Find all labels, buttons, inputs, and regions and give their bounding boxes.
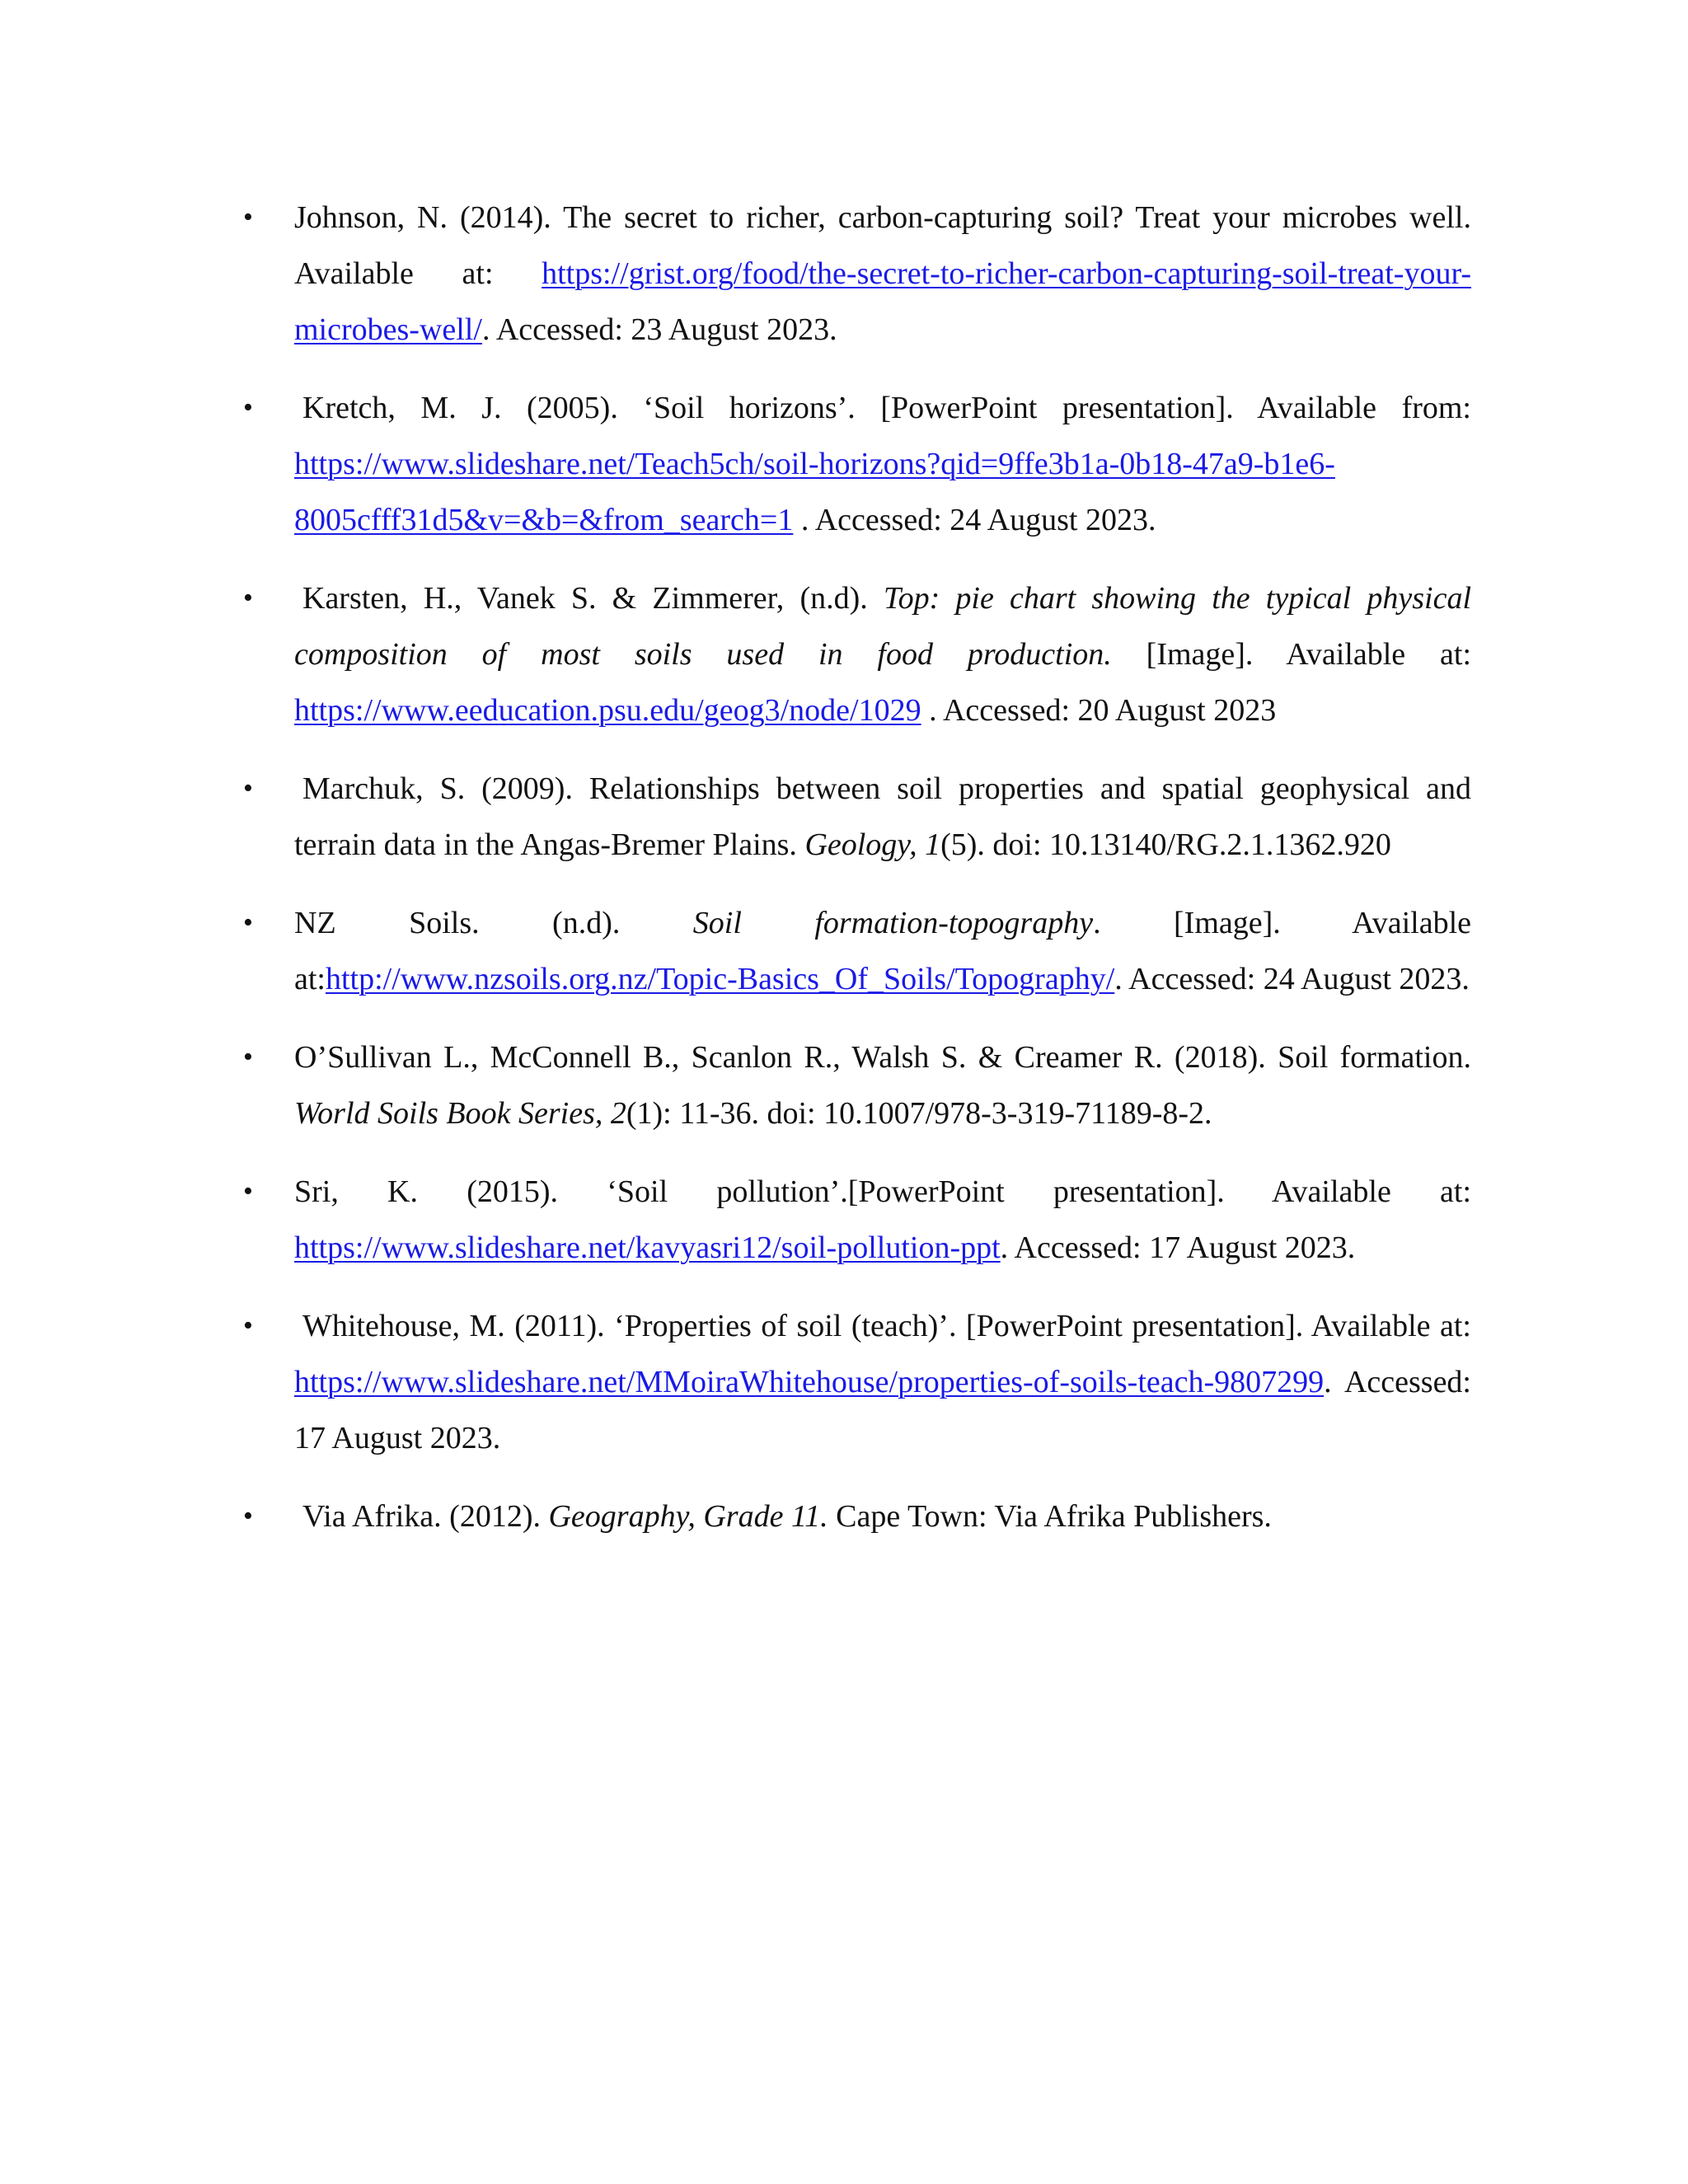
reference-text: Marchuk, S. (2009). Relationships between soil properties and spatial geophysical and terrain data in the Angas-Bremer Plains. xyxy=(294,771,1471,862)
reference-text: NZ Soils. (n.d). xyxy=(294,906,693,940)
reference-item-whitehouse xyxy=(243,1298,1471,1466)
bullet-icon: • xyxy=(243,1501,253,1531)
reference-text: Whitehouse, M. (2011). ‘Properties of soil (teach)’. [PowerPoint presentation]. Available at: xyxy=(302,1309,1471,1343)
bullet-icon: • xyxy=(243,1310,253,1341)
reference-link[interactable]: https://www.eeducation.psu.edu/geog3/node/1029 xyxy=(294,693,921,728)
reference-item-karsten xyxy=(243,570,1471,738)
bullet-icon: • xyxy=(243,1042,253,1072)
bullet-icon: • xyxy=(243,202,253,232)
reference-title-italic: Geology, 1 xyxy=(804,827,941,862)
reference-text: Via Afrika. (2012). xyxy=(302,1499,549,1534)
reference-item-via-afrika xyxy=(243,1488,1471,1544)
bullet-icon: • xyxy=(243,392,253,423)
reference-text: (1): 11-36. doi: 10.1007/978-3-319-71189-8-2. xyxy=(626,1096,1212,1131)
reference-item-sri xyxy=(243,1164,1471,1276)
reference-list xyxy=(243,190,1471,1567)
bullet-icon: • xyxy=(243,907,253,938)
reference-text: (5). doi: 10.13140/RG.2.1.1362.920 xyxy=(940,827,1391,862)
reference-link[interactable]: https://www.slideshare.net/Teach5ch/soil-horizons?qid=9ffe3b1a-0b18-47a9-b1e6-8005cfff31d5&v=&b=&from_search=1 xyxy=(294,447,1335,537)
reference-text: . Accessed: 24 August 2023. xyxy=(1114,962,1470,996)
reference-title-italic: Top: pie chart showing the typical physical composition of most soils used in food production. xyxy=(294,581,1471,672)
reference-text: . Accessed: 24 August 2023. xyxy=(793,503,1156,537)
reference-item-kretch xyxy=(243,380,1471,548)
reference-text: . Accessed: 17 August 2023. xyxy=(294,1365,1471,1455)
reference-text: . Accessed: 23 August 2023. xyxy=(481,312,837,347)
reference-link[interactable]: https://www.slideshare.net/kavyasri12/soil-pollution-ppt xyxy=(294,1230,1001,1265)
reference-text: . [Image]. Available at: xyxy=(294,906,1471,996)
reference-link[interactable]: http://www.nzsoils.org.nz/Topic-Basics_Of_Soils/Topography/ xyxy=(325,962,1115,996)
reference-title-italic: World Soils Book Series, 2 xyxy=(294,1096,626,1131)
reference-text: Johnson, N. (2014). The secret to richer, carbon-capturing soil? Treat your microbes well. Available at: xyxy=(294,200,1471,291)
reference-text: Sri, K. (2015). ‘Soil pollution’.[PowerPoint presentation]. Available at: xyxy=(294,1174,1471,1209)
reference-title-italic: Soil formation-topography xyxy=(692,906,1094,940)
reference-link[interactable]: https://www.slideshare.net/MMoiraWhitehouse/properties-of-soils-teach-9807299 xyxy=(294,1365,1325,1399)
reference-title-italic: Geography, Grade 11. xyxy=(548,1499,828,1534)
reference-text: Cape Town: Via Afrika Publishers. xyxy=(828,1499,1272,1534)
reference-item-nz-soils xyxy=(243,895,1471,1007)
reference-text: Karsten, H., Vanek S. & Zimmerer, (n.d). xyxy=(302,581,884,616)
reference-item-marchuk xyxy=(243,761,1471,873)
reference-item-johnson xyxy=(243,190,1471,358)
reference-link[interactable]: https://grist.org/food/the-secret-to-richer-carbon-capturing-soil-treat-your-microbes-well/ xyxy=(294,256,1471,347)
reference-text: Kretch, M. J. (2005). ‘Soil horizons’. [PowerPoint presentation]. Available from: xyxy=(302,391,1471,425)
bullet-icon: • xyxy=(243,1176,253,1207)
bullet-icon: • xyxy=(243,583,253,613)
bullet-icon: • xyxy=(243,773,253,804)
reference-item-osullivan xyxy=(243,1029,1471,1141)
reference-text: O’Sullivan L., McConnell B., Scanlon R., Walsh S. & Creamer R. (2018). Soil formation. xyxy=(294,1040,1471,1075)
reference-text: . Accessed: 20 August 2023 xyxy=(921,693,1277,728)
reference-text: [Image]. Available at: xyxy=(1111,637,1472,672)
reference-text: . Accessed: 17 August 2023. xyxy=(1000,1230,1356,1265)
